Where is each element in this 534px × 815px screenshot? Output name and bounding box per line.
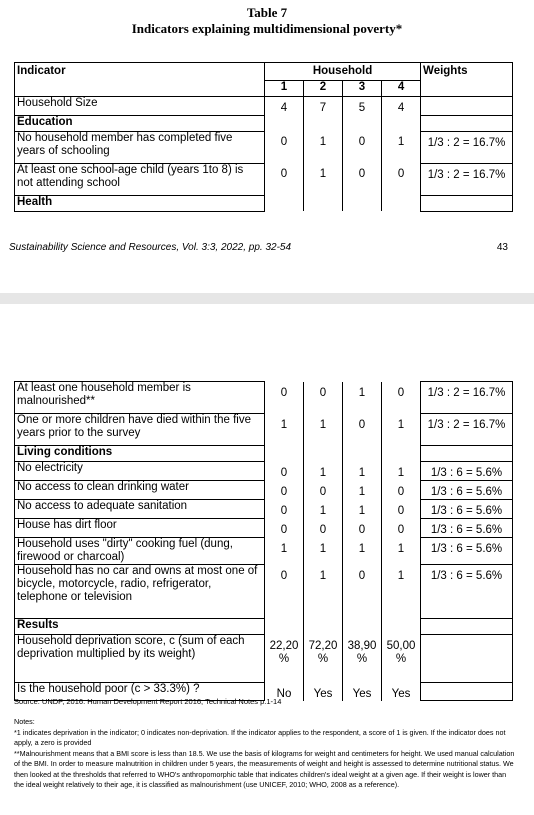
household-2-value: 0 <box>304 481 343 500</box>
col-2: 2 <box>304 81 343 97</box>
household-1-value: 1 <box>265 414 304 446</box>
household-3-value: 0 <box>343 519 382 538</box>
household-3-value: 1 <box>343 481 382 500</box>
household-3-value: 1 <box>343 538 382 565</box>
household-3-value: 1 <box>343 462 382 481</box>
table-top <box>14 62 513 212</box>
row-label: No access to adequate sanitation <box>15 500 265 519</box>
empty-cell <box>421 195 513 211</box>
table-row <box>15 462 513 481</box>
weight-value <box>421 683 513 701</box>
household-4-value: 50,00 % <box>382 635 421 683</box>
row-label: Is the household poor (c > 33.3%) ? <box>15 683 265 701</box>
row-label: Household Size <box>15 97 265 116</box>
weight-value: 1/3 : 2 = 16.7% <box>421 131 513 163</box>
household-1-value: 0 <box>265 131 304 163</box>
table-bottom <box>14 381 513 701</box>
table-row <box>15 163 513 195</box>
table-row <box>15 635 513 683</box>
weight-value <box>421 635 513 683</box>
weight-value <box>421 97 513 116</box>
table-row <box>15 97 513 116</box>
weight-value: 1/3 : 6 = 5.6% <box>421 462 513 481</box>
header-indicator: Indicator <box>15 63 265 97</box>
household-1-value: 0 <box>265 481 304 500</box>
household-2-value: 1 <box>304 414 343 446</box>
household-3-value: 5 <box>343 97 382 116</box>
col-3: 3 <box>343 81 382 97</box>
household-4-value: Yes <box>382 683 421 701</box>
header-household: Household <box>265 63 421 81</box>
household-4-value: 4 <box>382 97 421 116</box>
row-label: At least one school-age child (years 1to 8) is not attending school <box>15 163 265 195</box>
empty-cell <box>265 195 304 211</box>
table-row <box>15 500 513 519</box>
row-label: House has dirt floor <box>15 519 265 538</box>
header-weights: Weights <box>421 63 513 97</box>
row-label: No access to clean drinking water <box>15 481 265 500</box>
empty-cell <box>304 195 343 211</box>
table-row <box>15 538 513 565</box>
row-label: No electricity <box>15 462 265 481</box>
household-3-value: 38,90 % <box>343 635 382 683</box>
notes <box>14 717 516 791</box>
household-2-value: 1 <box>304 163 343 195</box>
household-4-value: 1 <box>382 538 421 565</box>
page-number: 43 <box>496 242 508 253</box>
row-label: One or more children have died within the five years prior to the survey <box>15 414 265 446</box>
empty-cell <box>343 619 382 635</box>
weight-value: 1/3 : 6 = 5.6% <box>421 481 513 500</box>
household-4-value: 0 <box>382 382 421 414</box>
household-1-value: 1 <box>265 538 304 565</box>
empty-cell <box>343 115 382 131</box>
row-label: Household deprivation score, c (sum of each deprivation multiplied by its weight) <box>15 635 265 683</box>
household-1-value: 0 <box>265 565 304 619</box>
household-1-value: No <box>265 683 304 701</box>
table-row <box>15 519 513 538</box>
household-1-value: 0 <box>265 462 304 481</box>
household-2-value: 72,20 % <box>304 635 343 683</box>
section-row <box>15 195 513 211</box>
household-2-value: Yes <box>304 683 343 701</box>
household-2-value: 1 <box>304 565 343 619</box>
table-row <box>15 131 513 163</box>
household-3-value: 1 <box>343 500 382 519</box>
empty-cell <box>382 115 421 131</box>
section-label: Education <box>15 115 265 131</box>
empty-cell <box>382 195 421 211</box>
empty-cell <box>304 115 343 131</box>
household-4-value: 0 <box>382 500 421 519</box>
household-2-value: 1 <box>304 462 343 481</box>
weight-value: 1/3 : 6 = 5.6% <box>421 565 513 619</box>
row-label: At least one household member is malnourished** <box>15 382 265 414</box>
table-row <box>15 414 513 446</box>
empty-cell <box>265 619 304 635</box>
household-2-value: 0 <box>304 382 343 414</box>
source-note: Source: UNDP, 2016. Human Development Report 2016, Technical Notes p.1-14 <box>14 697 282 706</box>
weight-value: 1/3 : 6 = 5.6% <box>421 538 513 565</box>
weight-value: 1/3 : 6 = 5.6% <box>421 500 513 519</box>
table-subtitle: Indicators explaining multidimensional poverty* <box>131 21 403 36</box>
household-4-value: 0 <box>382 481 421 500</box>
household-4-value: 1 <box>382 462 421 481</box>
section-row <box>15 115 513 131</box>
empty-cell <box>343 446 382 462</box>
table-title: Table 7 <box>246 5 288 20</box>
household-4-value: 0 <box>382 519 421 538</box>
empty-cell <box>343 195 382 211</box>
household-4-value: 1 <box>382 131 421 163</box>
household-1-value: 0 <box>265 500 304 519</box>
household-3-value: 0 <box>343 414 382 446</box>
household-1-value: 4 <box>265 97 304 116</box>
household-4-value: 0 <box>382 163 421 195</box>
weight-value: 1/3 : 6 = 5.6% <box>421 519 513 538</box>
empty-cell <box>382 619 421 635</box>
household-3-value: 0 <box>343 131 382 163</box>
household-4-value: 1 <box>382 565 421 619</box>
weight-value: 1/3 : 2 = 16.7% <box>421 414 513 446</box>
empty-cell <box>265 446 304 462</box>
weight-value: 1/3 : 2 = 16.7% <box>421 163 513 195</box>
col-4: 4 <box>382 81 421 97</box>
empty-cell <box>265 115 304 131</box>
household-1-value: 0 <box>265 382 304 414</box>
row-label: Household uses "dirty" cooking fuel (dung, firewood or charcoal) <box>15 538 265 565</box>
household-1-value: 22,20 % <box>265 635 304 683</box>
notes-heading: Notes: <box>14 717 35 726</box>
household-3-value: 0 <box>343 565 382 619</box>
empty-cell <box>304 446 343 462</box>
household-4-value: 1 <box>382 414 421 446</box>
household-2-value: 1 <box>304 538 343 565</box>
page-gap <box>0 293 534 304</box>
section-label: Living conditions <box>15 446 265 462</box>
row-label: Household has no car and owns at most one of bicycle, motorcycle, radio, refrigerator, telephone or television <box>15 565 265 619</box>
journal-citation: Sustainability Science and Resources, Vol. 3:3, 2022, pp. 32-54 <box>9 242 292 253</box>
household-1-value: 0 <box>265 163 304 195</box>
note-2: **Malnourishment means that a BMI score is less than 18.5. We use the basis of kilograms for weight and centimeters for height. We used manual calculation of the BMI. In order to measure malnutrition in children under 5 years, the measurements of weight and height is assessed to determine nutritional status. We then looked at the thresholds that referred to WHO's anthropomorphic table that indicates children's ideal weight at a given age. If their weight is lower than the ideal weight relatively to their age, it is classified as malnourishment (use UNICEF, 2010; WHO, 2008 as a reference). <box>14 748 515 789</box>
table-row <box>15 565 513 619</box>
row-label: No household member has completed five years of schooling <box>15 131 265 163</box>
household-2-value: 1 <box>304 500 343 519</box>
empty-cell <box>421 619 513 635</box>
section-label: Results <box>15 619 265 635</box>
household-2-value: 7 <box>304 97 343 116</box>
household-3-value: Yes <box>343 683 382 701</box>
household-1-value: 0 <box>265 519 304 538</box>
note-1: *1 indicates deprivation in the indicator; 0 indicates non-deprivation. If the indicator applies to the respondent, a score of 1 is given. If the indicator does not apply, a zero is provided <box>14 727 506 747</box>
empty-cell <box>304 619 343 635</box>
section-row <box>15 446 513 462</box>
section-row <box>15 619 513 635</box>
household-2-value: 0 <box>304 519 343 538</box>
empty-cell <box>421 115 513 131</box>
table-row <box>15 481 513 500</box>
weight-value: 1/3 : 2 = 16.7% <box>421 382 513 414</box>
empty-cell <box>421 446 513 462</box>
empty-cell <box>382 446 421 462</box>
household-2-value: 1 <box>304 131 343 163</box>
household-3-value: 1 <box>343 382 382 414</box>
section-label: Health <box>15 195 265 211</box>
table-row <box>15 382 513 414</box>
household-3-value: 0 <box>343 163 382 195</box>
col-1: 1 <box>265 81 304 97</box>
